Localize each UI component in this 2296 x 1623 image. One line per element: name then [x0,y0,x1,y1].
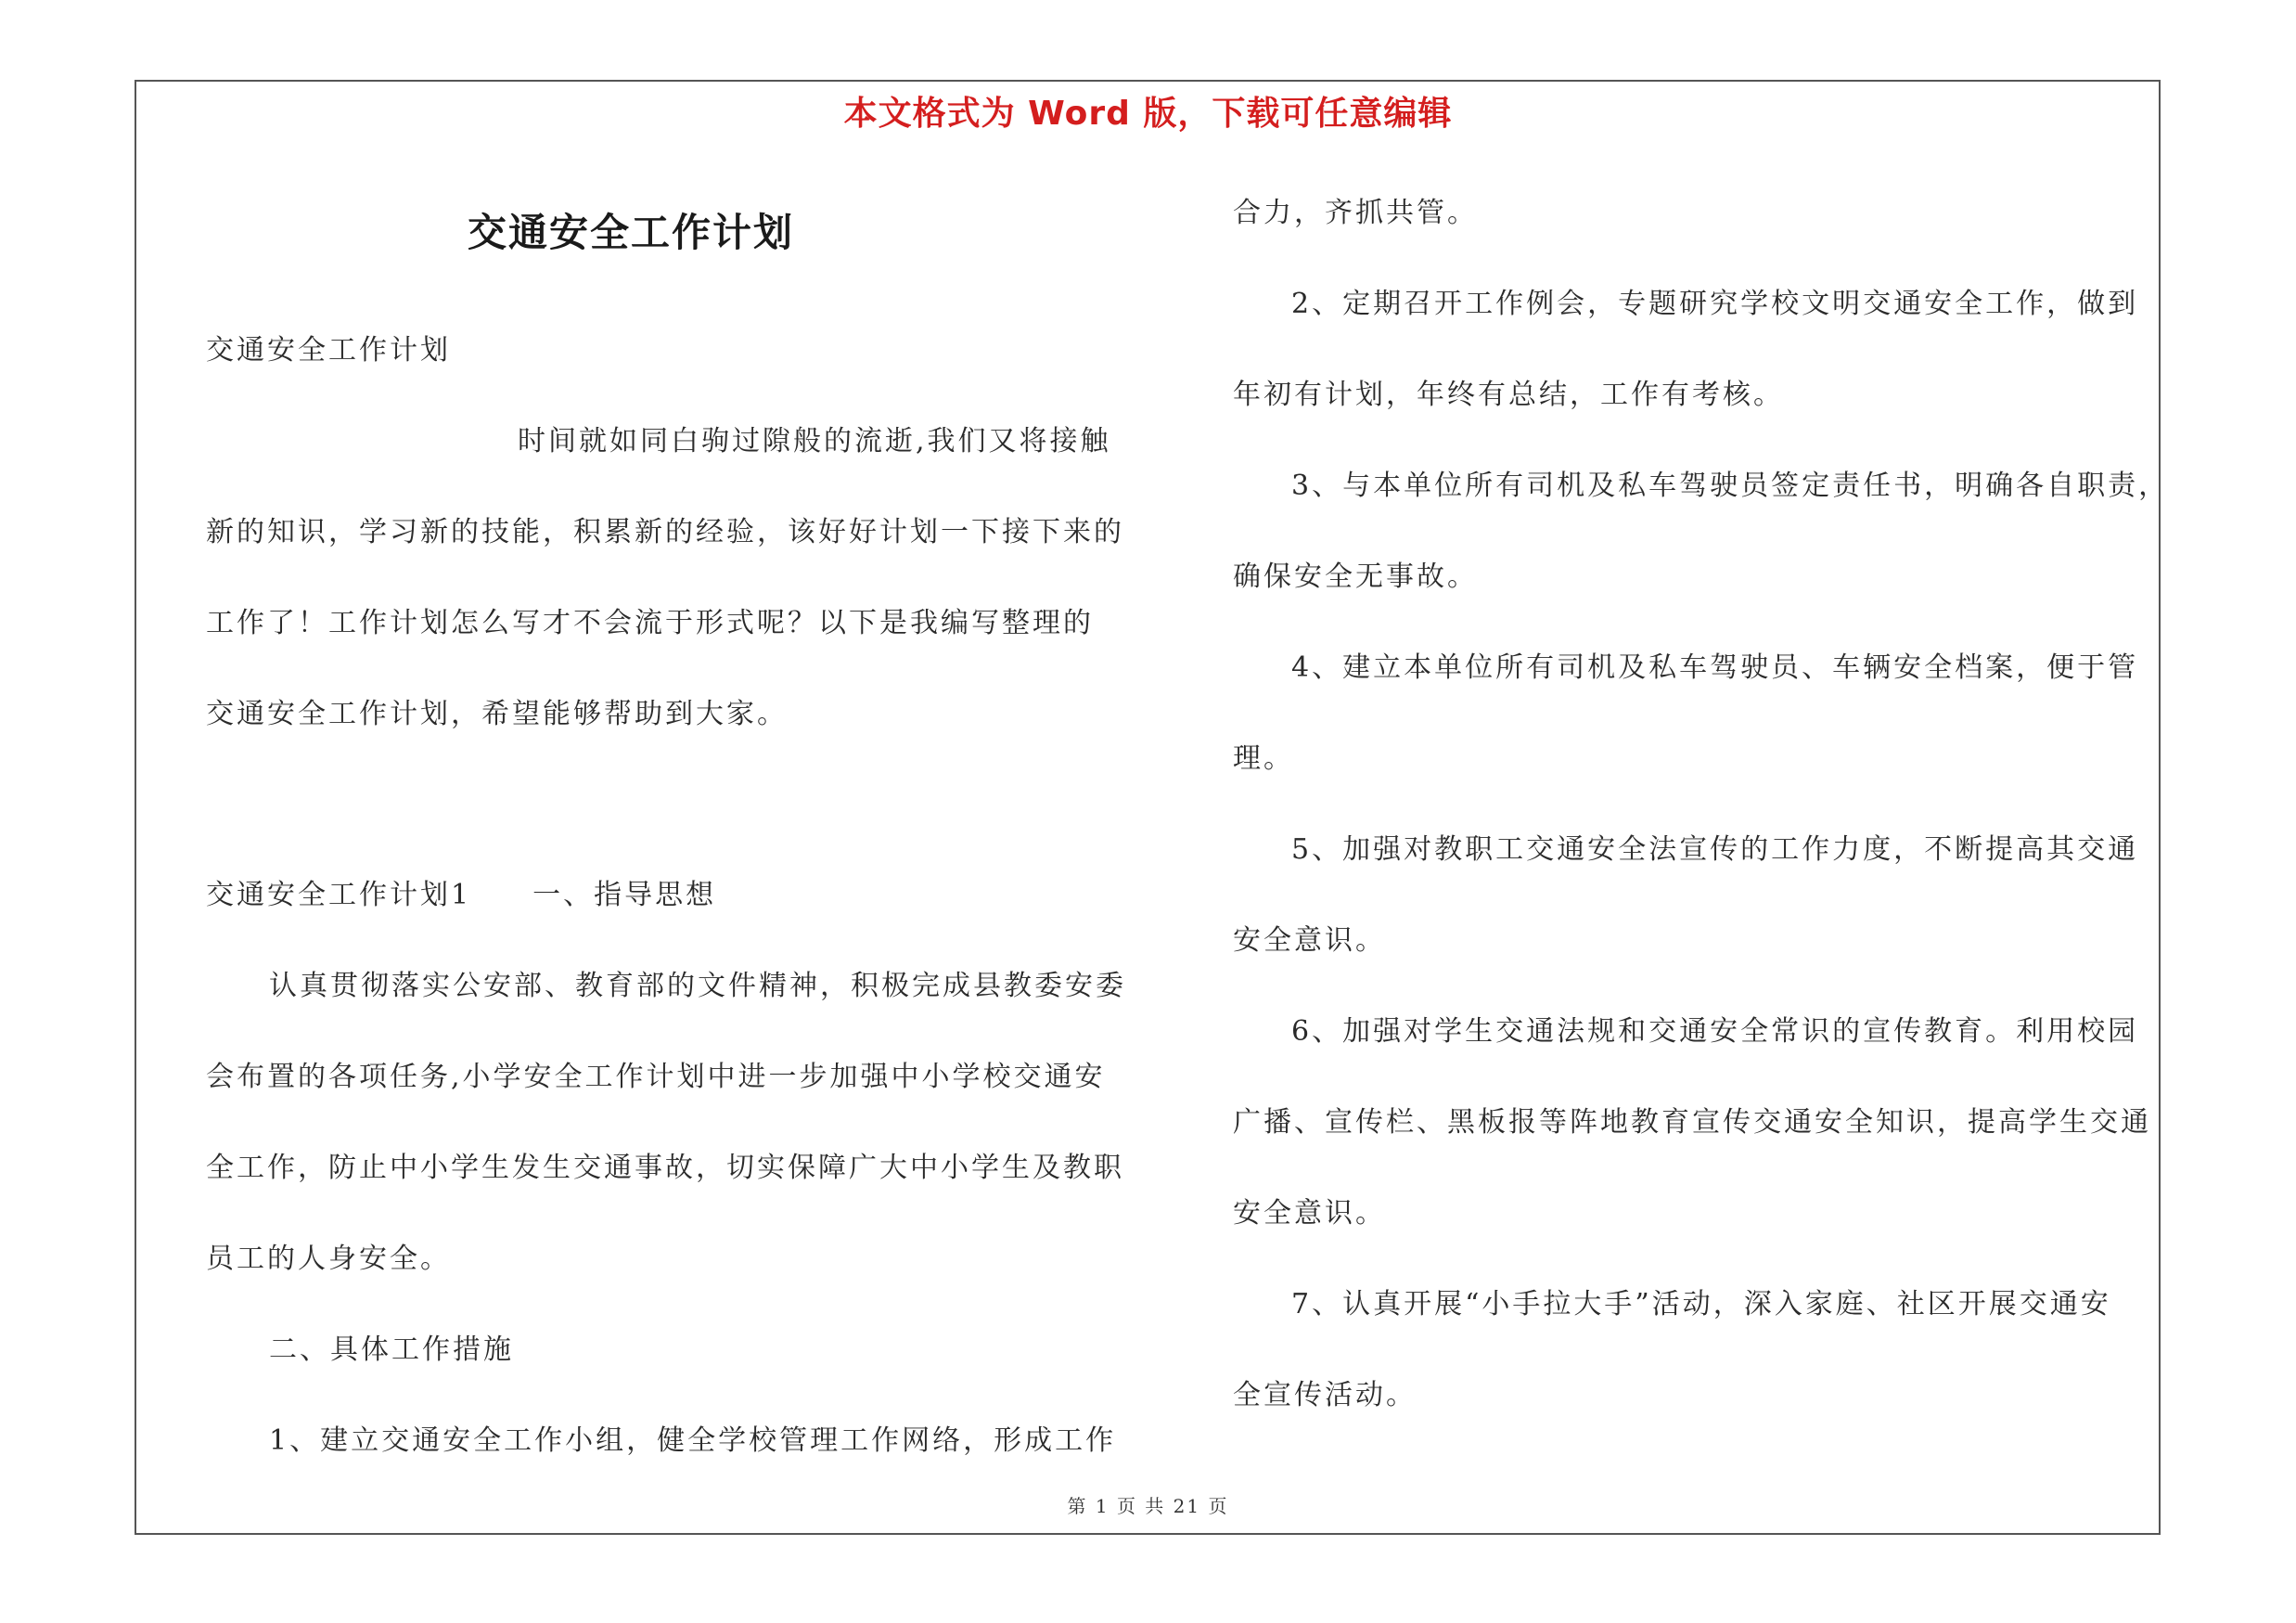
paragraph-line: 新的知识，学习新的技能，积累新的经验，该好好计划一下接下来的 [206,516,1124,548]
paragraph-line: 理。 [1233,742,1294,775]
paragraph-line: 合力，齐抓共管。 [1233,197,1478,229]
paragraph-line: 6、加强对学生交通法规和交通安全常识的宣传教育。利用校园 [1291,1015,2139,1048]
paragraph-line: 广播、宣传栏、黑板报等阵地教育宣传交通安全知识，提高学生交通 [1233,1106,2151,1139]
paragraph-line: 年初有计划，年终有总结，工作有考核。 [1233,379,1784,411]
paragraph-line: 工作了！工作计划怎么写才不会流于形式呢？以下是我编写整理的 [206,607,1094,639]
paragraph-line: 3、与本单位所有司机及私车驾驶员签定责任书，明确各自职责， [1291,470,2170,502]
paragraph-line: 2、定期召开工作例会，专题研究学校文明交通安全工作，做到 [1291,288,2139,320]
format-banner: 本文格式为 Word 版，下载可任意编辑 [843,95,1453,133]
page-number: 第 1 页 共 21 页 [1067,1495,1229,1517]
paragraph-line: 认真贯彻落实公安部、教育部的文件精神，积极完成县教委安委 [269,970,1126,1002]
paragraph-line: 4、建立本单位所有司机及私车驾驶员、车辆安全档案，便于管 [1291,651,2139,684]
paragraph-line: 员工的人身安全。 [206,1243,451,1275]
paragraph-line: 时间就如同白驹过隙般的流逝,我们又将接触 [518,425,1111,457]
paragraph-line: 1、建立交通安全工作小组，健全学校管理工作网络，形成工作 [269,1424,1117,1457]
paragraph-line: 交通安全工作计划 [206,334,451,367]
paragraph-line: 7、认真开展“小手拉大手”活动，深入家庭、社区开展交通安 [1291,1288,2111,1320]
paragraph-line: 安全意识。 [1233,924,1386,957]
paragraph-line: 全工作，防止中小学生发生交通事故，切实保障广大中小学生及教职 [206,1152,1124,1184]
paragraph-line: 会布置的各项任务,小学安全工作计划中进一步加强中小学校交通安 [206,1061,1106,1093]
paragraph-line: 全宣传活动。 [1233,1379,1417,1411]
paragraph-line: 5、加强对教职工交通安全法宣传的工作力度，不断提高其交通 [1291,833,2139,866]
paragraph-line: 确保安全无事故。 [1233,560,1478,593]
section-heading: 交通安全工作计划1 一、指导思想 [206,879,717,911]
document-title: 交通安全工作计划 [467,210,794,255]
paragraph-line: 交通安全工作计划，希望能够帮助到大家。 [206,698,788,730]
section-heading: 二、具体工作措施 [269,1333,514,1366]
paragraph-line: 安全意识。 [1233,1197,1386,1230]
